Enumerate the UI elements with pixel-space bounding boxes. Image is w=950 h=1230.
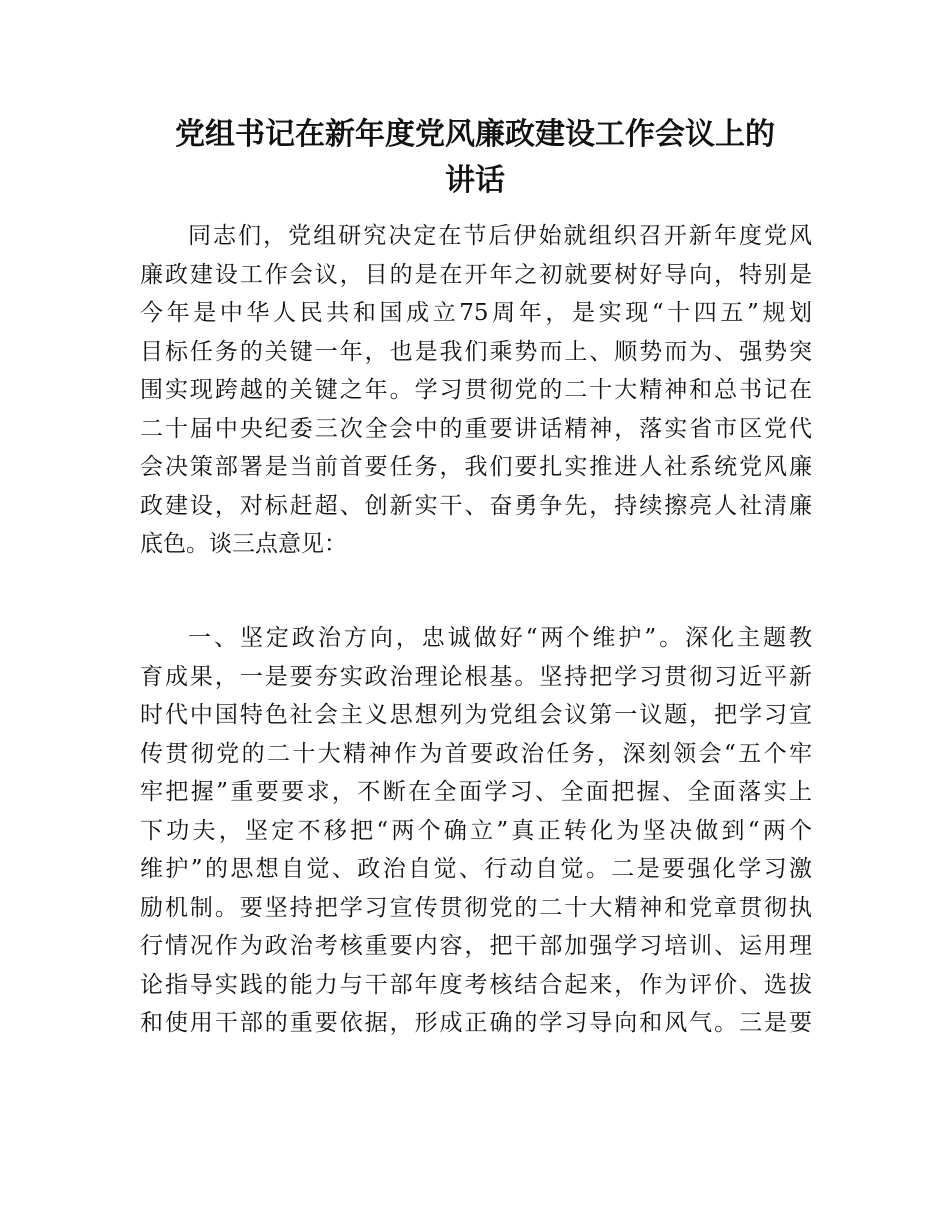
document-title: [130, 112, 820, 204]
text-line: 廉政建设工作会议，目的是在开年之初就要树好导向，特别是: [140, 261, 812, 288]
text-line: 会决策部署是当前首要任务，我们要扎实推进人社系统党风廉: [140, 454, 812, 480]
paragraph-opening: [140, 217, 812, 564]
text-line: 目标任务的关键一年，也是我们乘势而上、顺势而为、强势突: [140, 338, 812, 365]
title-line: 党组书记在新年度党风廉政建设工作会议上的: [175, 117, 775, 152]
text-line: 励机制。要坚持把学习宣传贯彻党的二十大精神和党章贯彻执: [140, 894, 812, 921]
text-line: 底色。谈三点意见：: [140, 531, 347, 557]
text-line: 二十届中央纪委三次全会中的重要讲话精神，落实省市区党代: [140, 415, 812, 442]
text-line: 育成果，一是要夯实政治理论根基。坚持把学习贯彻习近平新: [140, 663, 812, 690]
paragraph-section-one: [140, 619, 812, 1043]
text-line: 今年是中华人民共和国成立75周年，是实现“十四五”规划: [140, 300, 812, 326]
text-line: 围实现跨越的关键之年。学习贯彻党的二十大精神和总书记在: [140, 377, 812, 403]
title-line: 讲话: [445, 163, 505, 198]
text-line: 和使用干部的重要依据，形成正确的学习导向和风气。三是要: [140, 1010, 812, 1036]
text-line: 同志们，党组研究决定在节后伊始就组织召开新年度党风: [188, 223, 812, 249]
text-line: 牢把握”重要要求，不断在全面学习、全面把握、全面落实上: [140, 779, 812, 805]
text-line: 传贯彻党的二十大精神作为首要政治任务，深刻领会“五个牢: [140, 740, 812, 767]
text-line: 时代中国特色社会主义思想列为党组会议第一议题，把学习宣: [140, 702, 812, 728]
text-line: 行情况作为政治考核重要内容，把干部加强学习培训、运用理: [140, 933, 812, 959]
text-line: 一、坚定政治方向，忠诚做好“两个维护”。深化主题教: [188, 625, 812, 651]
text-line: 论指导实践的能力与干部年度考核结合起来，作为评价、选拔: [140, 971, 812, 998]
text-line: 下功夫，坚定不移把“两个确立”真正转化为坚决做到“两个: [140, 817, 812, 844]
text-line: 维护”的思想自觉、政治自觉、行动自觉。二是要强化学习激: [140, 856, 812, 882]
text-line: 政建设，对标赶超、创新实干、奋勇争先，持续擦亮人社清廉: [140, 492, 812, 519]
